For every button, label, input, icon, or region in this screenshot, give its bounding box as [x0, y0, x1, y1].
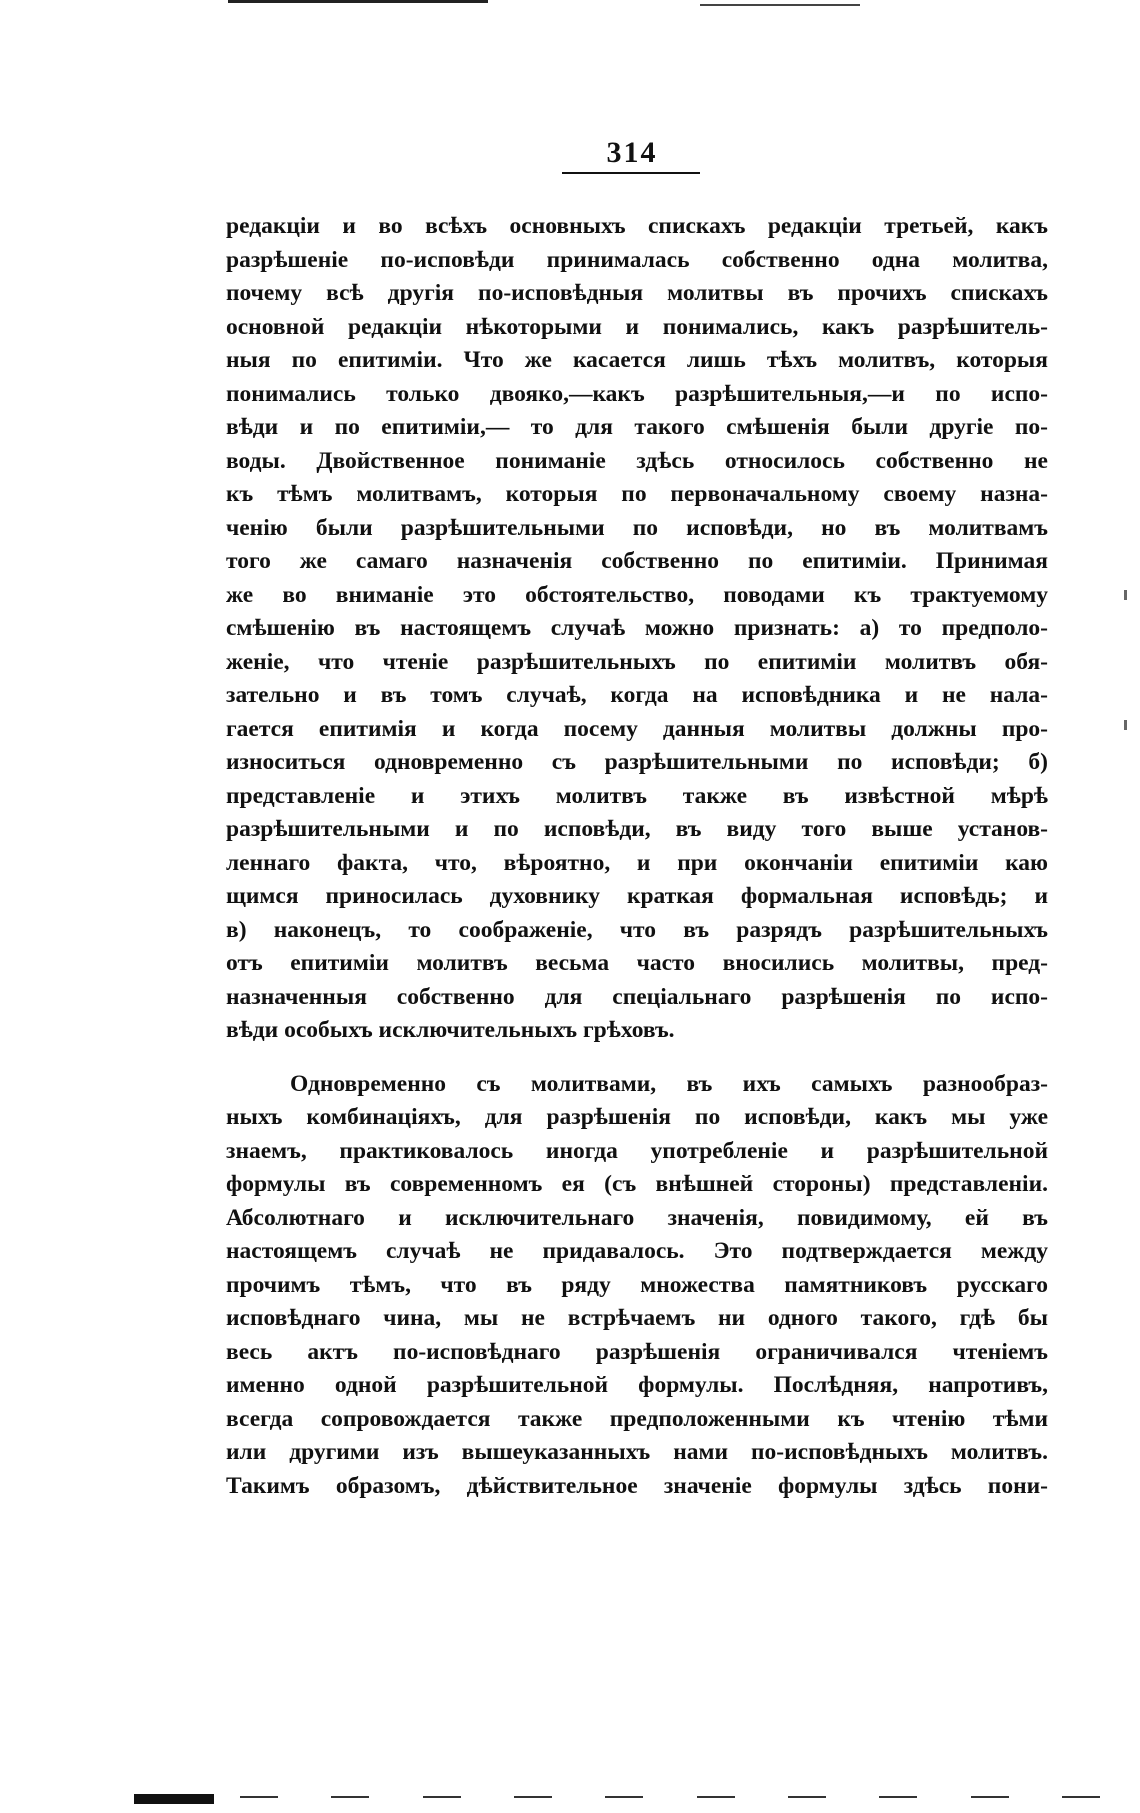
page-number: 314	[606, 136, 658, 169]
text-line: ныя по епитиміи. Что же касается лишь тѣхъ молитвъ, которыя	[226, 347, 1048, 373]
text-line: ныхъ комбинаціяхъ, для разрѣшенія по исповѣди, какъ мы уже	[226, 1104, 1048, 1130]
text-line: именно одной разрѣшительной формулы. Послѣдняя, напротивъ,	[226, 1372, 1048, 1398]
text-line: Одновременно съ молитвами, въ ихъ самыхъ разнообраз-	[290, 1070, 1048, 1097]
text-line: основной редакціи нѣкоторыми и понимались, какъ разрѣшитель-	[226, 313, 1048, 340]
text-line: зательно и въ томъ случаѣ, когда на исповѣдника и не нала-	[226, 682, 1048, 708]
margin-mark	[1124, 590, 1127, 600]
body-text	[226, 210, 1048, 1503]
paragraph	[226, 1068, 1048, 1504]
text-line: редакціи и во всѣхъ основныхъ спискахъ редакціи третьей, какъ	[226, 213, 1048, 239]
text-line: представленіе и этихъ молитвъ также въ извѣстной мѣрѣ	[226, 782, 1048, 809]
text-line: женіе, что чтеніе разрѣшительныхъ по епитиміи молитвъ обя-	[226, 648, 1048, 675]
text-line: гается епитимія и когда посему данныя молитвы должны про-	[226, 715, 1048, 742]
paragraph-gap	[226, 1048, 1048, 1068]
scan-artifact-bottom-left	[134, 1794, 214, 1804]
text-line: понимались только двояко,—какъ разрѣшительныя,—и по испо-	[226, 380, 1048, 407]
text-line: же во вниманіе это обстоятельство, поводами къ трактуемому	[226, 581, 1048, 608]
text-line: вѣди и по епитиміи,— то для такого смѣшенія были другіе по-	[226, 414, 1048, 440]
text-line: Абсолютнаго и исключительнаго значенія, повидимому, ей въ	[226, 1204, 1048, 1231]
paragraph	[226, 210, 1048, 1048]
text-line: знаемъ, практиковалось иногда употребленіе и разрѣшительной	[226, 1137, 1048, 1164]
text-line: разрѣшительными и по исповѣди, въ виду того выше установ-	[226, 816, 1048, 842]
text-line: настоящемъ случаѣ не придавалось. Это подтверждается между	[226, 1238, 1048, 1264]
text-line: леннаго факта, что, вѣроятно, и при окончаніи епитиміи каю	[226, 849, 1048, 876]
scan-artifact-top-right	[700, 4, 860, 6]
text-line: разрѣшеніе по-исповѣди принималась собственно одна молитва,	[226, 246, 1048, 273]
text-line: формулы въ современномъ ея (съ внѣшней стороны) представленіи.	[226, 1171, 1048, 1197]
text-line: прочимъ тѣмъ, что въ ряду множества памятниковъ русскаго	[226, 1271, 1048, 1298]
scan-artifact-bottom-dashes	[240, 1796, 1100, 1800]
text-line: исповѣднаго чина, мы не встрѣчаемъ ни одного такого, гдѣ бы	[226, 1305, 1048, 1331]
text-line: назначенныя собственно для спеціальнаго разрѣшенія по испо-	[226, 983, 1048, 1010]
text-line: износиться одновременно съ разрѣшительными по исповѣди; б)	[226, 749, 1048, 775]
text-line: смѣшенію въ настоящемъ случаѣ можно признать: а) то предполо-	[226, 615, 1048, 641]
text-line: ченію были разрѣшительными по исповѣди, но въ молитвамъ	[226, 514, 1048, 541]
margin-mark	[1124, 720, 1127, 730]
text-line: или другими изъ вышеуказанныхъ нами по-исповѣдныхъ молитвъ.	[226, 1439, 1048, 1465]
text-line: отъ епитиміи молитвъ весьма часто вносились молитвы, пред-	[226, 950, 1048, 976]
text-line: къ тѣмъ молитвамъ, которыя по первоначальному своему назна-	[226, 481, 1048, 507]
text-line: почему всѣ другія по-исповѣдныя молитвы въ прочихъ спискахъ	[226, 280, 1048, 306]
text-line: того же самаго назначенія собственно по епитиміи. Принимая	[226, 548, 1048, 574]
text-line: всегда сопровождается также предположенными къ чтенію тѣми	[226, 1405, 1048, 1432]
scan-artifact-top-left	[228, 0, 488, 3]
text-line: щимся приносилась духовнику краткая формальная исповѣдь; и	[226, 883, 1048, 909]
text-line: в) наконецъ, то соображеніе, что въ разрядъ разрѣшительныхъ	[226, 916, 1048, 943]
text-line: вѣди особыхъ исключительныхъ грѣховъ.	[226, 1017, 675, 1043]
text-line: воды. Двойственное пониманіе здѣсь относилось собственно не	[226, 447, 1048, 474]
page-number-underline	[562, 172, 700, 174]
text-line: Такимъ образомъ, дѣйствительное значеніе формулы здѣсь пони-	[226, 1472, 1048, 1499]
text-line: весь актъ по-исповѣднаго разрѣшенія ограничивался чтеніемъ	[226, 1338, 1048, 1365]
